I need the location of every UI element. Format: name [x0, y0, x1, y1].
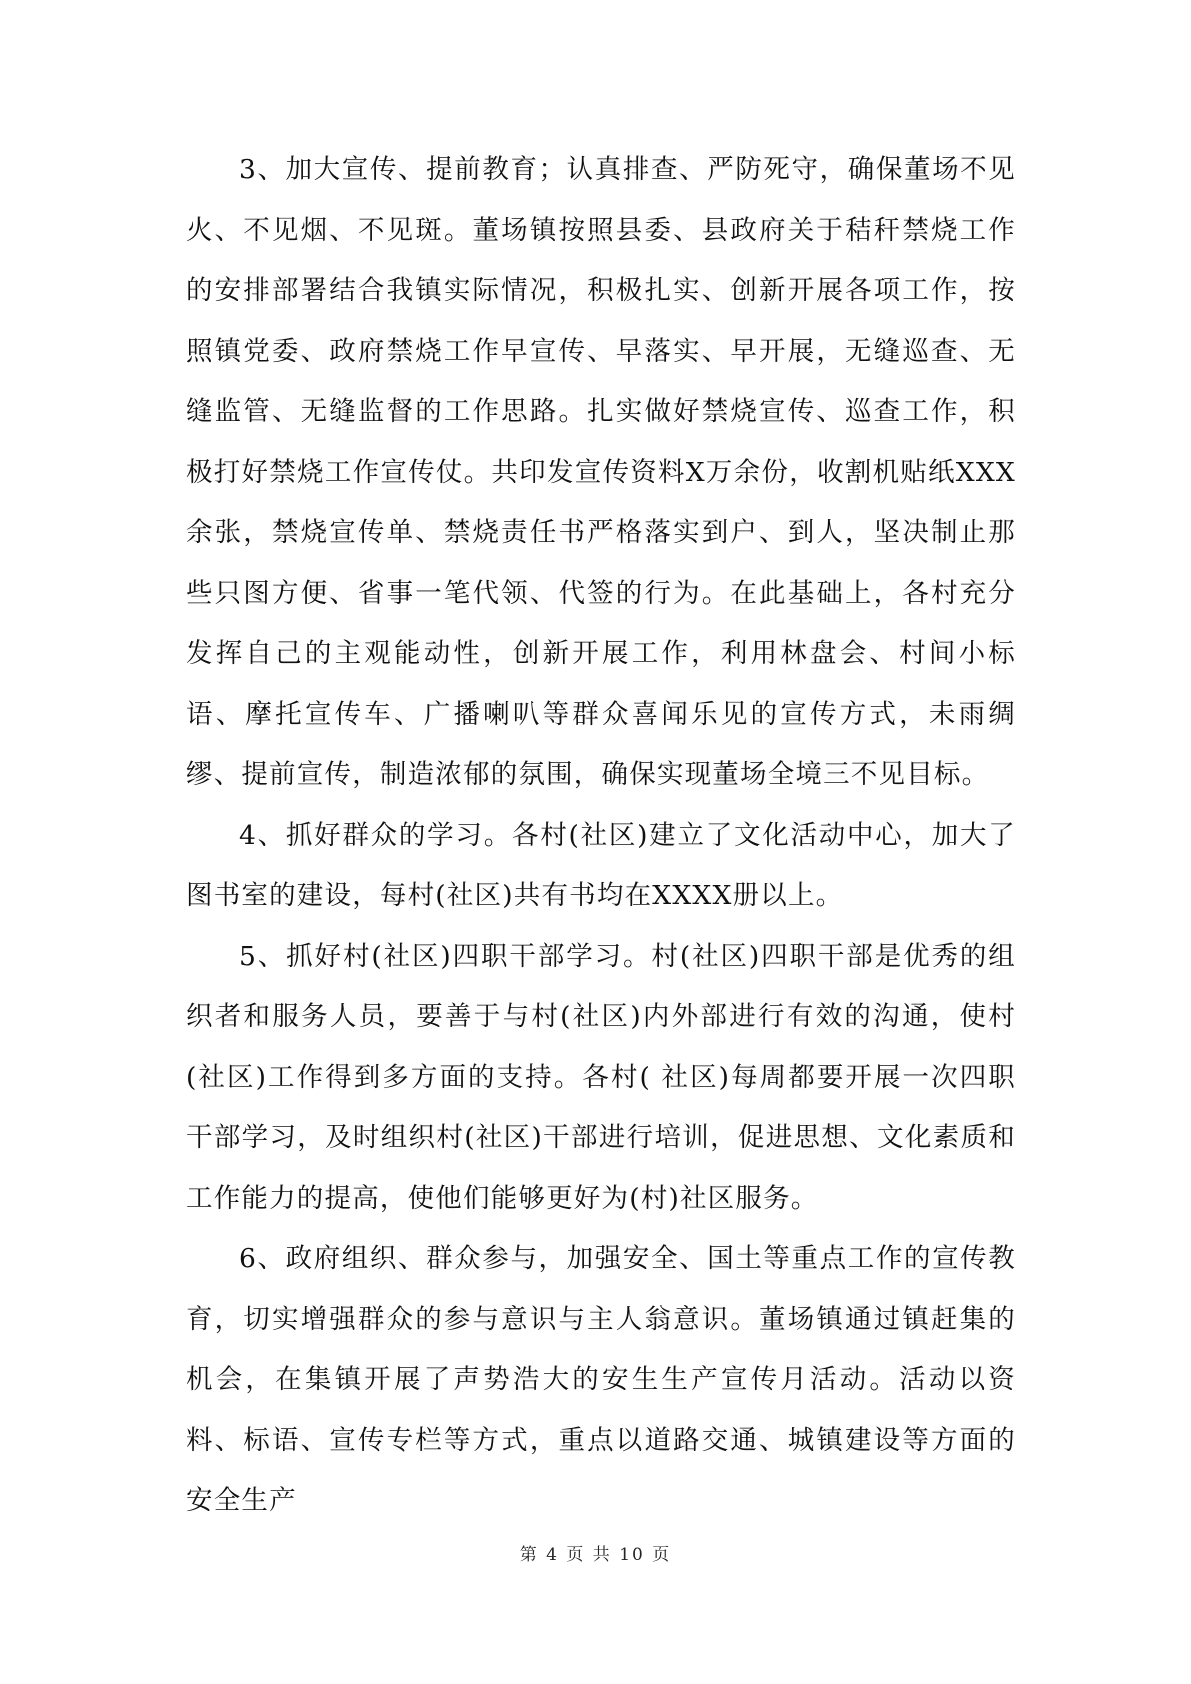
- document-body: [186, 140, 1016, 1532]
- paragraph-3: 3、加大宣传、提前教育；认真排查、严防死守，确保董场不见火、不见烟、不见斑。董场镇按照县委、县政府关于秸秆禁烧工作的安排部署结合我镇实际情况，积极扎实、创新开展各项工作，按照镇党委、政府禁烧工作早宣传、早落实、早开展，无缝巡查、无缝监管、无缝监督的工作思路。扎实做好禁烧宣传、巡查工作，积极打好禁烧工作宣传仗。共印发宣传资料X万余份，收割机贴纸XXX余张，禁烧宣传单、禁烧责任书严格落实到户、到人，坚决制止那些只图方便、省事一笔代领、代签的行为。在此基础上，各村充分发挥自己的主观能动性，创新开展工作，利用林盘会、村间小标语、摩托宣传车、广播喇叭等群众喜闻乐见的宣传方式，未雨绸缪、提前宣传，制造浓郁的氛围，确保实现董场全境三不见目标。: [186, 154, 1016, 790]
- paragraph-5: 5、抓好村(社区)四职干部学习。村(社区)四职干部是优秀的组织者和服务人员，要善于与村(社区)内外部进行有效的沟通，使村(社区)工作得到多方面的支持。各村( 社区)每周都要开展一次四职干部学习，及时组织村(社区)干部进行培训，促进思想、文化素质和工作能力的提高，使他们能够更好为(村)社区服务。: [186, 940, 1016, 1214]
- paragraph-6: 6、政府组织、群众参与，加强安全、国土等重点工作的宣传教育，切实增强群众的参与意识与主人翁意识。董场镇通过镇赶集的机会，在集镇开展了声势浩大的安生生产宣传月活动。活动以资料、标语、宣传专栏等方式，重点以道路交通、城镇建设等方面的安全生产: [186, 1243, 1016, 1516]
- paragraph-4: 4、抓好群众的学习。各村(社区)建立了文化活动中心，加大了图书室的建设，每村(社区)共有书均在XXXX册以上。: [186, 819, 1016, 911]
- page-number-footer: 第 4 页 共 10 页: [519, 1545, 672, 1565]
